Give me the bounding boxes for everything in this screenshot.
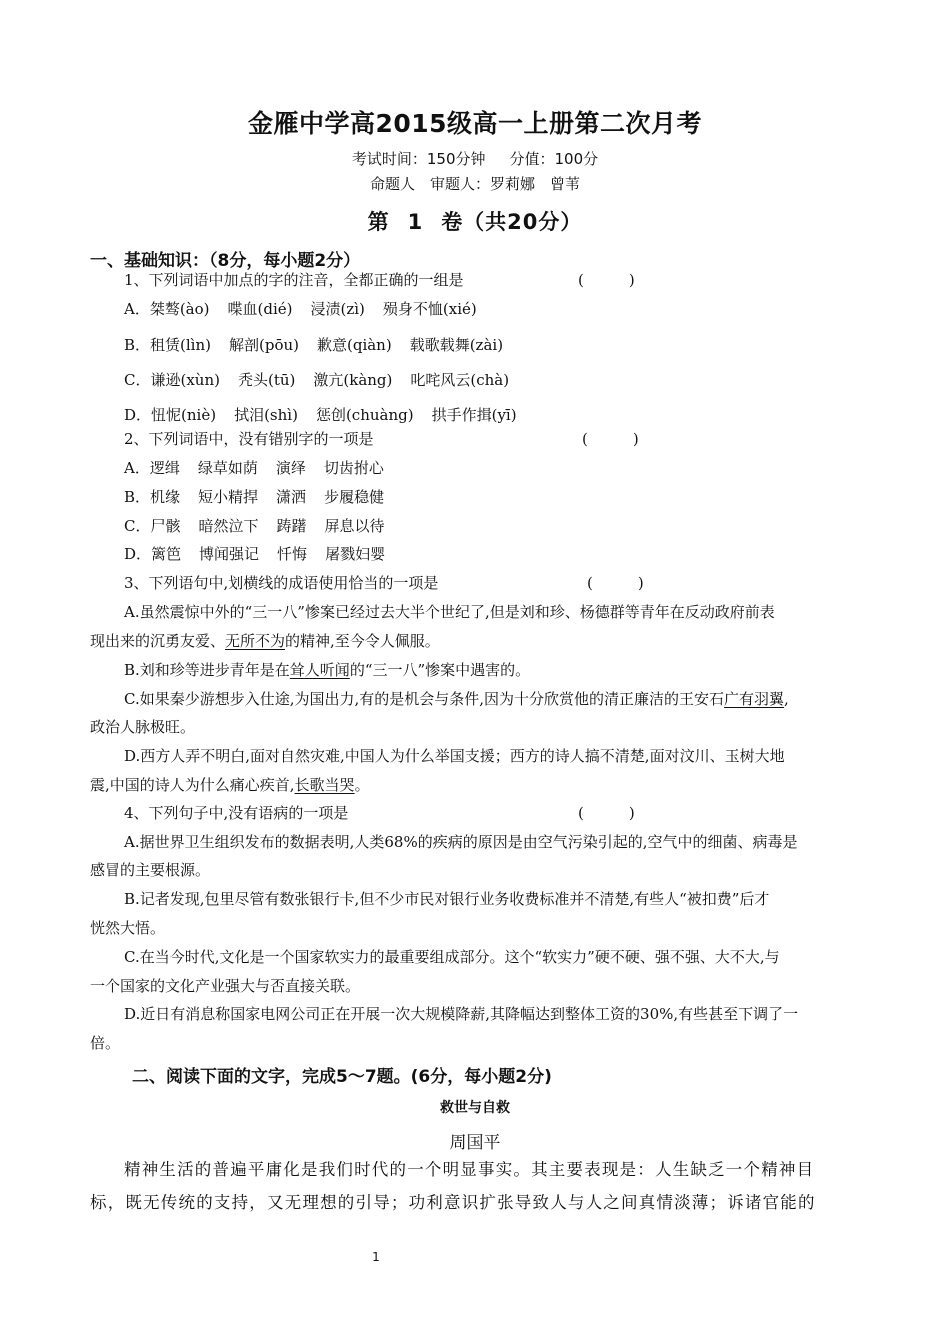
q1-a-word-2: 喋血(dié) <box>227 300 293 318</box>
q3-b-underlined-idiom: 耸人听闻 <box>289 661 350 679</box>
q3-option-d-line2 <box>90 775 370 795</box>
q2-c-word-3: 踌躇 <box>276 517 307 535</box>
q4-option-a-line1: A.据世界卫生组织发布的数据表明,人类68%的疾病的原因是由空气污染引起的,空气中的细菌、病毒是 <box>124 833 798 851</box>
q2-a-word-1: A．逻缉 <box>124 459 180 477</box>
volume-heading <box>0 206 950 236</box>
volume-prefix: 第 <box>367 210 390 234</box>
q1-c-word-3: 激亢(kàng) <box>313 371 393 389</box>
q1-b-word-4: 载歌载舞(zài) <box>409 336 504 354</box>
q4-option-c-line2: 一个国家的文化产业强大与否直接关联。 <box>90 977 361 995</box>
q4-stem: 4、下列句子中,没有语病的一项是 <box>124 804 349 822</box>
q2-d-word-1: D．篱笆 <box>124 545 182 563</box>
q3-c-text: C.如果秦少游想步入仕途,为国出力,有的是机会与条件,因为十分欣赏他的清正廉洁的王安石 <box>124 690 725 708</box>
q3-option-c-line2: 政治人脉极旺。 <box>90 718 196 736</box>
q3-d-underlined-idiom: 长歌当哭 <box>294 776 355 794</box>
q2-option-b <box>124 487 384 507</box>
q3-d-text: 震,中国的诗人为什么痛心疾首, <box>90 776 295 794</box>
q1-c-word-4: 叱咤风云(chà) <box>410 371 510 389</box>
volume-suffix: 卷（共20分） <box>441 210 583 234</box>
q1-c-word-1: C．谦逊(xùn) <box>124 371 220 389</box>
section2-heading: 二、阅读下面的文字，完成5～7题。(6分，每小题2分) <box>132 1067 552 1087</box>
q2-stem: 2、下列词语中，没有错别字的一项是 <box>124 430 374 448</box>
essay-paragraph-line2: 标，既无传统的支持，又无理想的引导；功利意识扩张导致人与人之间真情淡薄；诉诸官能的 <box>90 1193 816 1212</box>
exam-setters: 命题人 审题人：罗莉娜 曾苇 <box>369 175 580 193</box>
q3-option-c-line1 <box>124 689 789 709</box>
q3-b-text: B.刘和珍等进步青年是在 <box>124 661 290 679</box>
q1-d-word-4: 拱手作揖(yī) <box>431 406 517 424</box>
q2-b-word-4: 步履稳健 <box>324 488 385 506</box>
exam-title: 金雁中学高2015级高一上册第二次月考 <box>247 109 703 138</box>
q1-a-word-1: A．桀骜(ào) <box>124 300 210 318</box>
q4-option-b-line2: 恍然大悟。 <box>90 919 166 937</box>
q4-answer-paren: ( ) <box>578 804 635 822</box>
q3-option-d-line1: D.西方人弄不明白,面对自然灾难,中国人为什么举国支援；西方的诗人搞不清楚,面对汶川、玉树大地 <box>124 747 785 765</box>
exam-time: 考试时间：150分钟 <box>351 150 486 168</box>
q2-b-word-2: 短小精捍 <box>198 488 259 506</box>
volume-number: 1 <box>407 210 424 234</box>
q2-d-word-2: 博闻强记 <box>199 545 260 563</box>
q3-option-a-line2 <box>90 631 440 651</box>
q1-b-word-3: 歉意(qiàn) <box>316 336 392 354</box>
q3-a-text-end: 的精神,至今令人佩服。 <box>285 632 440 650</box>
q1-stem: 1、下列词语中加点的字的注音，全都正确的一组是 <box>124 271 464 289</box>
q1-b-word-1: B．租赁(lìn) <box>124 336 211 354</box>
q2-d-word-4: 屠戮妇婴 <box>325 545 386 563</box>
q2-a-word-2: 绿草如荫 <box>197 459 258 477</box>
q2-b-word-3: 潇洒 <box>276 488 307 506</box>
page-number: 1 <box>372 1250 380 1264</box>
q1-option-d <box>124 405 517 425</box>
q1-d-word-2: 拭泪(shì) <box>234 406 298 424</box>
q3-c-underlined-idiom: 广有羽翼 <box>724 690 785 708</box>
q3-option-b <box>124 660 530 680</box>
q4-option-b-line1: B.记者发现,包里尽管有数张银行卡,但不少市民对银行业务收费标准并不清楚,有些人“被扣费”后才 <box>124 890 770 908</box>
q2-answer-paren: ( ) <box>582 430 639 448</box>
q4-option-a-line2: 感冒的主要根源。 <box>90 861 211 879</box>
q1-b-word-2: 解剖(pōu) <box>228 336 299 354</box>
q3-a-underlined-idiom: 无所不为 <box>225 632 286 650</box>
q3-answer-paren: ( ) <box>587 574 644 592</box>
q2-b-word-1: B．机缘 <box>124 488 181 506</box>
q1-answer-paren: ( ) <box>578 271 635 289</box>
q2-option-d <box>124 544 385 564</box>
essay-paragraph-line1: 精神生活的普遍平庸化是我们时代的一个明显事实。其主要表现是：人生缺乏一个精神目 <box>124 1160 815 1179</box>
q4-option-c-line1: C.在当今时代,文化是一个国家软实力的最重要组成部分。这个“软实力”硬不硬、强不强、大不大,与 <box>124 948 780 966</box>
q3-option-a-line1: A.虽然震惊中外的“三一八”惨案已经过去大半个世纪了,但是刘和珍、杨德群等青年在反动政府前表 <box>124 603 775 621</box>
q2-option-c <box>124 516 385 536</box>
q1-d-word-3: 惩创(chuàng) <box>315 406 414 424</box>
q3-d-text-end: 。 <box>354 776 370 794</box>
q1-d-word-1: D．忸怩(niè) <box>124 406 217 424</box>
essay-author: 周国平 <box>449 1133 501 1153</box>
q3-b-text-end: 的“三一八”惨案中遇害的。 <box>349 661 531 679</box>
q2-c-word-1: C．尸骸 <box>124 517 181 535</box>
q1-c-word-2: 秃头(tū) <box>237 371 296 389</box>
q4-option-d-line1: D.近日有消息称国家电网公司正在开展一次大规模降薪,其降幅达到整体工资的30%,有些甚至下调了一 <box>124 1005 799 1023</box>
essay-title: 救世与自救 <box>440 1100 510 1116</box>
q1-a-word-3: 浸渍(zì) <box>310 300 365 318</box>
q1-a-word-4: 殒身不恤(xié) <box>382 300 477 318</box>
q3-stem: 3、下列语句中,划横线的成语使用恰当的一项是 <box>124 574 439 592</box>
q3-c-text-end: , <box>784 690 789 708</box>
q1-option-a <box>124 299 477 319</box>
q3-a-text: 现出来的沉勇友爱、 <box>90 632 226 650</box>
exam-info-line <box>0 148 950 169</box>
exam-score: 分值：100分 <box>509 150 599 168</box>
q2-a-word-3: 演绎 <box>275 459 306 477</box>
q2-c-word-4: 屏息以待 <box>324 517 385 535</box>
q2-c-word-2: 暗然泣下 <box>198 517 259 535</box>
q2-option-a <box>124 458 384 478</box>
q1-option-b <box>124 335 503 355</box>
section1-heading: 一、基础知识：（8分，每小题2分） <box>90 251 361 271</box>
q4-option-d-line2: 倍。 <box>90 1034 121 1052</box>
q2-d-word-3: 忏悔 <box>277 545 308 563</box>
q1-option-c <box>124 370 509 390</box>
q2-a-word-4: 切齿拊心 <box>323 459 384 477</box>
